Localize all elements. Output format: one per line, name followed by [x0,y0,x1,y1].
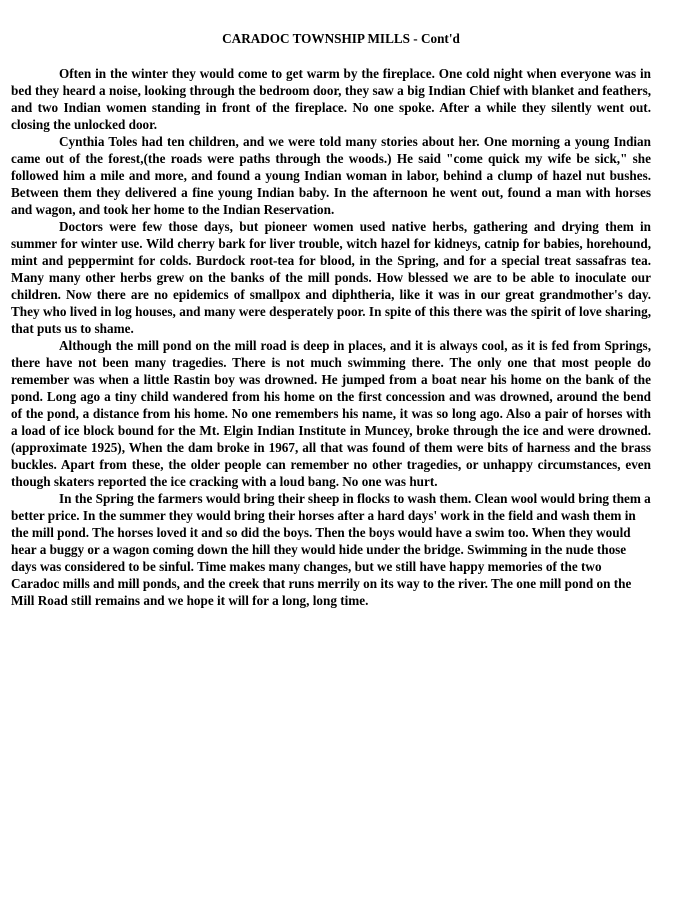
paragraph-native-herbs: Doctors were few those days, but pioneer women used native herbs, gathering and drying them in summer for winter use. Wild cherry bark for liver trouble, witch hazel for kidneys, catnip for babies, horehound, mint and peppermint for colds. Burdock root-tea for blood, in the Spring, and for a special treat sassafras tea. Many many other herbs grew on the banks of the mill ponds. How blessed we are to be able to inoculate our children. Now there are no epidemics of smallpox and diphtheria, like it was in our great grandmother's day. They who lived in log houses, and many were desperately poor. In spite of this there was the spirit of love sharing, that puts us to shame. [11,219,651,336]
document-page [11,30,651,609]
paragraph-fireplace-visit: Often in the winter they would come to get warm by the fireplace. One cold night when everyone was in bed they heard a noise, looking through the bedroom door, they saw a big Indian Chief with blanket and feathers, and two Indian women standing in front of the fireplace. No one spoke. After a while they silently went out. closing the unlocked door. [11,66,651,132]
document-title: CARADOC TOWNSHIP MILLS - Cont'd [222,31,460,46]
paragraph-cynthia-toles: Cynthia Toles had ten children, and we were told many stories about her. One morning a young Indian came out of the forest,(the roads were paths through the woods.) He said "come quick my wife be sick," she followed him a mile and more, and found a young Indian woman in labor, behind a clump of hazel nut bushes. Between them they delivered a fine young Indian baby. In the afternoon he went out, found a man with horses and wagon, and took her home to the Indian Reservation. [11,134,651,217]
paragraph-spring-washing: In the Spring the farmers would bring their sheep in flocks to wash them. Clean wool would bring them a better price. In the summer they would bring their horses after a hard days' work in the field and wash them in the mill pond. The horses loved it and so did the boys. Then the boys would have a swim too. When they would hear a buggy or a wagon coming down the hill they would hide under the bridge. Swimming in the nude those days was considered to be sinful. Time makes many changes, but we still have happy memories of the two Caradoc mills and mill ponds, and the creek that runs merrily on its way to the river. The one mill pond on the Mill Road still remains and we hope it will for a long, long time. [11,491,651,608]
paragraph-mill-pond-tragedies: Although the mill pond on the mill road is deep in places, and it is always cool, as it is fed from Springs, there have not been many tragedies. There is not much swimming there. The only one that most people do remember was when a little Rastin boy was drowned. He jumped from a boat near his home on the bank of the pond. Long ago a tiny child wandered from his home on the first concession and was drowned, around the bend of the pond, a distance from his home. No one remembers his name, it was so long ago. Also a pair of horses with a load of ice block bound for the Mt. Elgin Indian Institute in Muncey, broke through the ice and were drowned. (approximate 1925), When the dam broke in 1967, all that was found of them were bits of harness and the brass buckles. Apart from these, the older people can remember no other tragedies, or unhappy circumstances, even though skaters reported the ice cracking with a loud bang. No one was hurt. [11,338,651,489]
